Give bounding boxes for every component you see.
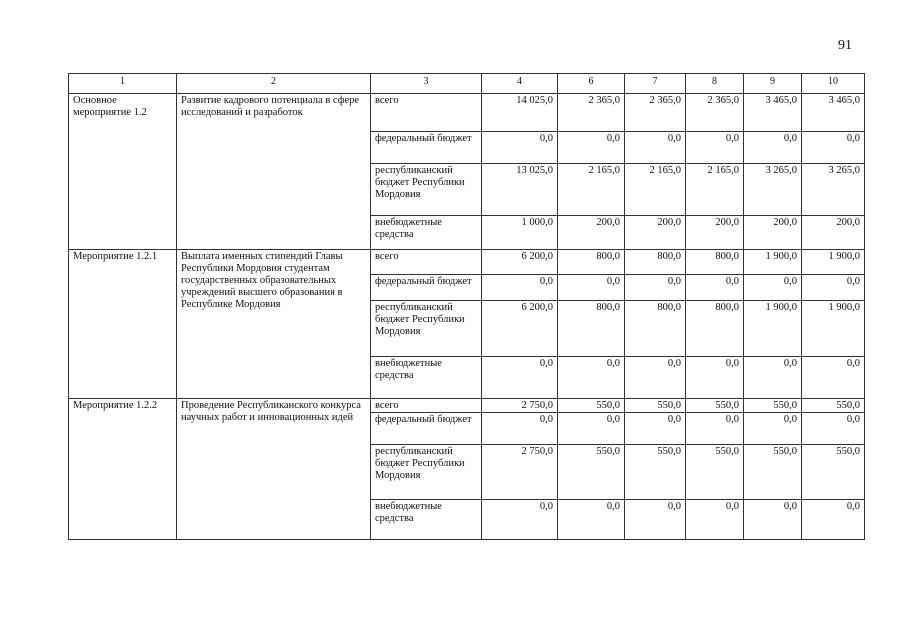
amount-cell: 550,0 [558, 399, 625, 413]
amount-cell: 0,0 [558, 275, 625, 301]
amount-cell: 2 365,0 [558, 94, 625, 132]
amount-cell: 200,0 [744, 216, 802, 250]
amount-cell: 3 265,0 [744, 164, 802, 216]
amount-cell: 0,0 [482, 275, 558, 301]
column-header: 6 [558, 74, 625, 94]
table-row [69, 250, 865, 275]
amount-cell: 0,0 [686, 413, 744, 445]
amount-cell: 0,0 [744, 500, 802, 540]
funding-source: всего [371, 94, 482, 132]
amount-cell: 550,0 [744, 399, 802, 413]
amount-cell: 2 165,0 [558, 164, 625, 216]
amount-cell: 0,0 [558, 413, 625, 445]
funding-source: внебюджетные средства [371, 357, 482, 399]
amount-cell: 2 365,0 [686, 94, 744, 132]
funding-source: республиканский бюджет Республики Мордовия [371, 301, 482, 357]
amount-cell: 0,0 [802, 357, 865, 399]
amount-cell: 6 200,0 [482, 301, 558, 357]
activity-description: Развитие кадрового потенциала в сфере исследований и разработок [177, 94, 371, 250]
page-number: 91 [838, 38, 852, 53]
amount-cell: 0,0 [744, 413, 802, 445]
funding-source: федеральный бюджет [371, 275, 482, 301]
amount-cell: 2 750,0 [482, 445, 558, 500]
amount-cell: 2 165,0 [686, 164, 744, 216]
funding-source: федеральный бюджет [371, 413, 482, 445]
amount-cell: 0,0 [802, 132, 865, 164]
amount-cell: 0,0 [802, 275, 865, 301]
amount-cell: 0,0 [625, 357, 686, 399]
amount-cell: 0,0 [482, 357, 558, 399]
amount-cell: 800,0 [558, 301, 625, 357]
amount-cell: 550,0 [686, 445, 744, 500]
amount-cell: 200,0 [802, 216, 865, 250]
amount-cell: 0,0 [686, 132, 744, 164]
amount-cell: 3 465,0 [802, 94, 865, 132]
amount-cell: 2 365,0 [625, 94, 686, 132]
amount-cell: 200,0 [625, 216, 686, 250]
amount-cell: 1 900,0 [744, 301, 802, 357]
funding-source: внебюджетные средства [371, 216, 482, 250]
activity-name: Основное мероприятие 1.2 [69, 94, 177, 250]
amount-cell: 1 000,0 [482, 216, 558, 250]
amount-cell: 800,0 [558, 250, 625, 275]
amount-cell: 0,0 [744, 275, 802, 301]
budget-table [68, 73, 865, 540]
amount-cell: 2 165,0 [625, 164, 686, 216]
amount-cell: 550,0 [802, 399, 865, 413]
amount-cell: 6 200,0 [482, 250, 558, 275]
amount-cell: 550,0 [802, 445, 865, 500]
amount-cell: 200,0 [686, 216, 744, 250]
column-header: 10 [802, 74, 865, 94]
column-header: 3 [371, 74, 482, 94]
amount-cell: 800,0 [625, 250, 686, 275]
amount-cell: 14 025,0 [482, 94, 558, 132]
amount-cell: 2 750,0 [482, 399, 558, 413]
funding-source: федеральный бюджет [371, 132, 482, 164]
activity-name: Мероприятие 1.2.2 [69, 399, 177, 540]
funding-source: всего [371, 399, 482, 413]
amount-cell: 550,0 [686, 399, 744, 413]
amount-cell: 0,0 [744, 132, 802, 164]
amount-cell: 0,0 [802, 500, 865, 540]
amount-cell: 200,0 [558, 216, 625, 250]
amount-cell: 800,0 [625, 301, 686, 357]
amount-cell: 3 265,0 [802, 164, 865, 216]
amount-cell: 0,0 [482, 132, 558, 164]
amount-cell: 0,0 [686, 500, 744, 540]
activity-description: Выплата именных стипендий Главы Республики Мордовия студентам государственных образовательных учреждений высшего образования в Республике Мордовия [177, 250, 371, 399]
table-row [69, 94, 865, 132]
amount-cell: 550,0 [744, 445, 802, 500]
amount-cell: 0,0 [482, 500, 558, 540]
amount-cell: 0,0 [686, 357, 744, 399]
activity-description: Проведение Республиканского конкурса научных работ и инновационных идей [177, 399, 371, 540]
column-header: 7 [625, 74, 686, 94]
amount-cell: 550,0 [625, 445, 686, 500]
amount-cell: 0,0 [625, 275, 686, 301]
amount-cell: 800,0 [686, 250, 744, 275]
amount-cell: 0,0 [686, 275, 744, 301]
amount-cell: 800,0 [686, 301, 744, 357]
amount-cell: 550,0 [625, 399, 686, 413]
amount-cell: 0,0 [625, 500, 686, 540]
column-header: 8 [686, 74, 744, 94]
funding-source: всего [371, 250, 482, 275]
table-row [69, 399, 865, 413]
amount-cell: 0,0 [625, 132, 686, 164]
amount-cell: 13 025,0 [482, 164, 558, 216]
header-row [69, 74, 865, 94]
funding-source: республиканский бюджет Республики Мордовия [371, 164, 482, 216]
column-header: 9 [744, 74, 802, 94]
column-header: 4 [482, 74, 558, 94]
column-header: 2 [177, 74, 371, 94]
amount-cell: 1 900,0 [744, 250, 802, 275]
activity-name: Мероприятие 1.2.1 [69, 250, 177, 399]
amount-cell: 550,0 [558, 445, 625, 500]
amount-cell: 0,0 [625, 413, 686, 445]
funding-source: республиканский бюджет Республики Мордовия [371, 445, 482, 500]
amount-cell: 0,0 [802, 413, 865, 445]
funding-source: внебюджетные средства [371, 500, 482, 540]
amount-cell: 0,0 [744, 357, 802, 399]
column-header: 1 [69, 74, 177, 94]
amount-cell: 1 900,0 [802, 250, 865, 275]
amount-cell: 3 465,0 [744, 94, 802, 132]
amount-cell: 1 900,0 [802, 301, 865, 357]
amount-cell: 0,0 [558, 132, 625, 164]
amount-cell: 0,0 [558, 357, 625, 399]
amount-cell: 0,0 [558, 500, 625, 540]
amount-cell: 0,0 [482, 413, 558, 445]
